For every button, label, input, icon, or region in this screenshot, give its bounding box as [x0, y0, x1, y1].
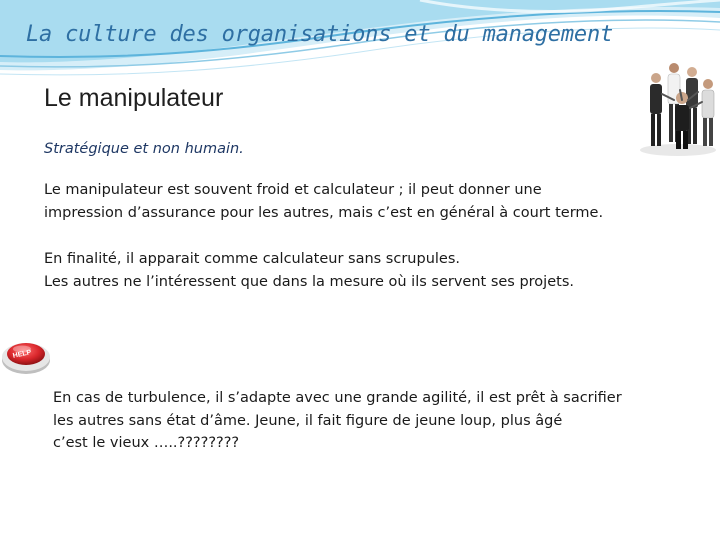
- paragraph-line: impression d’assurance pour les autres, mais c’est en général à court terme.: [44, 204, 604, 221]
- paragraph-line: c’est le vieux …..????????: [53, 435, 240, 451]
- paragraph-line: En finalité, il apparait comme calculateur sans scrupules.: [44, 251, 460, 267]
- paragraph-line: Le manipulateur est souvent froid et calculateur ; il peut donner une: [44, 182, 542, 198]
- paragraph-description: [44, 179, 704, 224]
- business-team-image: [636, 50, 720, 158]
- section-subtitle: Stratégique et non humain.: [44, 141, 244, 157]
- paragraph-turbulence: [53, 387, 713, 455]
- paragraph-line: les autres sans état d’âme. Jeune, il fait figure de jeune loup, plus âgé: [53, 412, 563, 429]
- svg-text:HELP: HELP: [12, 349, 32, 360]
- paragraph-line: Les autres ne l’intéressent que dans la mesure où ils servent ses projets.: [44, 273, 574, 290]
- slide-title: La culture des organisations et du management: [26, 22, 614, 47]
- help-button-icon: [0, 330, 56, 380]
- paragraph-line: En cas de turbulence, il s’adapte avec une grande agilité, il est prêt à sacrifier: [53, 390, 622, 406]
- section-heading: Le manipulateur: [44, 84, 224, 112]
- paragraph-finality: [44, 248, 704, 293]
